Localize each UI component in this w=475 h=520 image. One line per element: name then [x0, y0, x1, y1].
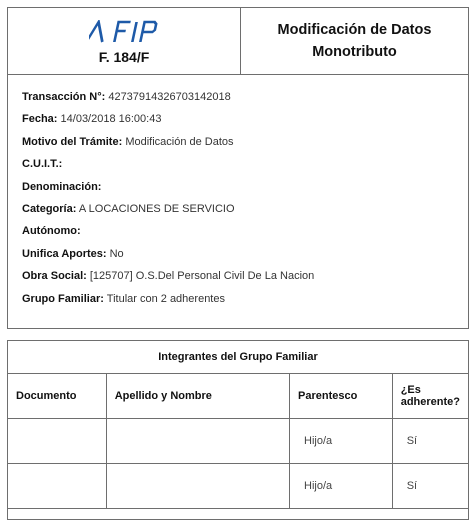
detail-row — [22, 202, 468, 224]
table-row — [8, 419, 468, 464]
transaction-details — [7, 74, 469, 329]
detail-label: Categoría: — [22, 202, 77, 215]
header-logo-section — [8, 8, 241, 74]
column-header-parentesco: Parentesco — [290, 374, 393, 419]
cell-parentesco: Hijo/a — [290, 464, 393, 509]
detail-value: Modificación de Datos — [125, 135, 234, 148]
table-row — [8, 464, 468, 509]
family-group-table — [7, 340, 469, 520]
header-title-section — [241, 8, 468, 74]
detail-value: No — [109, 247, 124, 260]
detail-label: Grupo Familiar: — [22, 292, 104, 305]
family-table-caption: Integrantes del Grupo Familiar — [8, 341, 468, 374]
detail-value: Titular con 2 adherentes — [106, 292, 225, 305]
family-table-header — [8, 374, 468, 419]
form-header — [7, 7, 469, 75]
cell-adherente: Sí — [392, 464, 468, 509]
detail-label: C.U.I.T.: — [22, 158, 63, 171]
detail-row — [22, 269, 468, 291]
detail-label: Obra Social: — [22, 270, 87, 283]
detail-label: Unifica Aportes: — [22, 247, 107, 260]
detail-value: 42737914326703142018 — [108, 91, 231, 103]
detail-row — [22, 224, 468, 246]
cell-documento — [8, 464, 106, 509]
detail-row — [22, 157, 468, 179]
detail-label: Fecha: — [22, 113, 58, 126]
column-header-documento: Documento — [8, 374, 106, 419]
detail-value: A LOCACIONES DE SERVICIO — [78, 202, 235, 215]
detail-row — [22, 292, 468, 314]
detail-label: Motivo del Trámite: — [22, 135, 123, 148]
detail-value: [125707] O.S.Del Personal Civil De La Nacion — [89, 270, 315, 283]
detail-label: Denominación: — [22, 180, 102, 193]
detail-row — [22, 180, 468, 202]
cell-parentesco: Hijo/a — [290, 419, 393, 464]
detail-row — [22, 247, 468, 269]
detail-row — [22, 112, 468, 134]
detail-label: Transacción N°: — [22, 91, 106, 103]
family-table — [8, 341, 468, 509]
detail-row — [22, 90, 468, 112]
form-code: F. 184/F — [98, 48, 150, 65]
cell-apellido-nombre — [106, 419, 289, 464]
detail-value: 14/03/2018 16:00:43 — [60, 113, 162, 126]
column-header-apellido-nombre: Apellido y Nombre — [106, 374, 289, 419]
detail-label: Autónomo: — [22, 225, 81, 238]
detail-row — [22, 135, 468, 157]
cell-documento — [8, 419, 106, 464]
form-title-line2: Monotributo — [312, 44, 397, 60]
column-header-adherente: ¿Es adherente? — [392, 374, 468, 419]
afip-logo — [89, 20, 159, 44]
cell-apellido-nombre — [106, 464, 289, 509]
form-title-line1: Modificación de Datos — [277, 22, 432, 38]
cell-adherente: Sí — [392, 419, 468, 464]
